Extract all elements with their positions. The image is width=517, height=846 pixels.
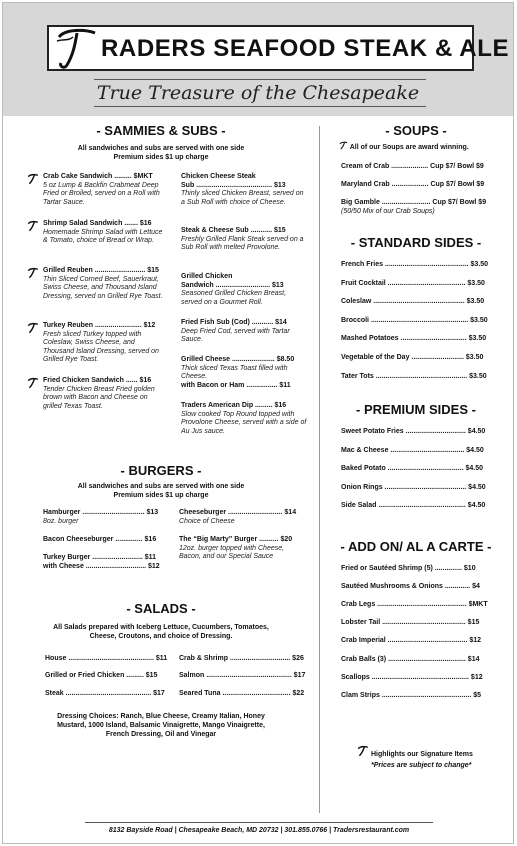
standard-sides-title: - STANDARD SIDES - bbox=[350, 235, 482, 250]
signature-t-icon bbox=[357, 745, 369, 757]
menu-item: Crab Cake Sandwich ......... $MKT 5 oz Lump & Backfin Crabmeat Deep Fried or Broiled, served on a Roll with Tartar Sauce. bbox=[43, 173, 167, 207]
side-row: Clam Strips .............................................. $5 bbox=[341, 691, 482, 699]
side-row: French Fries ........................................... $3.50 bbox=[341, 261, 489, 268]
addon-title: - ADD ON/ AL A CARTE - bbox=[340, 539, 492, 554]
burgers-note: All sandwiches and subs are served with one side Premium sides $1 up charge bbox=[77, 483, 245, 499]
soup-row: Maryland Crab ................... Cup $7/ Bowl $9 bbox=[341, 181, 485, 188]
sammies-note: All sandwiches and subs are served with one side Premium sides $1 up charge bbox=[77, 145, 245, 161]
menu-item: Chicken Cheese Steak Sub ....................................... $13 Thinly sliced Chicken Breast, served on a Sub Roll with choice of Cheese. bbox=[181, 173, 304, 206]
menu-item: Grilled Cheese ...................... $8.50 Thick sliced Texas Toast filled with Cheese. with Bacon or Ham ................ $11 bbox=[181, 356, 295, 389]
signature-t-icon bbox=[27, 267, 39, 279]
side-row: Side Salad ............................................. $4.50 bbox=[341, 502, 486, 509]
sammies-title: - SAMMIES & SUBS - bbox=[96, 123, 226, 138]
tagline: True Treasure of the Chesapeake bbox=[96, 82, 420, 104]
menu-item: Fried Chicken Sandwich ...... $16 Tender Chicken Breast Fried golden brown with Bacon and Cheese on grilled Texas Toast. bbox=[43, 377, 167, 411]
column-divider bbox=[319, 126, 320, 813]
side-row: Onion Rings .......................................... $4.50 bbox=[341, 483, 486, 491]
signature-t-icon bbox=[339, 141, 348, 150]
salad-row: Crab & Shrimp ............................... $26 bbox=[179, 655, 304, 662]
side-row: Mac & Cheese ...................................... $4.50 bbox=[341, 446, 484, 454]
side-row: Crab Legs .............................................. $MKT bbox=[341, 601, 488, 609]
soup-subnote: (50/50 Mix of our Crab Soups) bbox=[341, 208, 435, 215]
dressing-note: Dressing Choices: Ranch, Blue Cheese, Creamy Italian, Honey Mustard, 1000 Island, Balsamic Vinaigrette, Mango Vinaigrette, French Dressing, Oil and Vinegar bbox=[57, 713, 265, 738]
menu-item: Bacon Cheeseburger .............. $16 bbox=[43, 536, 157, 543]
menu-item: Steak & Cheese Sub ........... $15 Freshly Grilled Flank Steak served on a Sub Roll with melted Provolone. bbox=[181, 227, 304, 252]
menu-item: The “Big Marty” Burger .......... $20 12oz. burger topped with Cheese, Bacon, and our Special Sauce bbox=[179, 536, 293, 561]
menu-item: Shrimp Salad Sandwich ....... $16 Homemade Shrimp Salad with Lettuce & Tomato, choice of Bread or Wrap. bbox=[43, 220, 167, 246]
premium-sides-title: - PREMIUM SIDES - bbox=[356, 402, 476, 417]
menu-item: Turkey Reuben ........................ $12 Fresh sliced Turkey topped with Coleslaw, Swiss Cheese, and Thousand Island Dressing, served on Grilled Rye Toast. bbox=[43, 322, 167, 365]
menu-item: Turkey Burger .......................... $11 with Cheese ............................... $12 bbox=[43, 554, 160, 570]
prices-note: *Prices are subject to change* bbox=[371, 762, 472, 769]
side-row: Crab Balls (3) ........................................ $14 bbox=[341, 655, 480, 663]
side-row: Mashed Potatoes .................................. $3.50 bbox=[341, 335, 487, 343]
burgers-title: - BURGERS - bbox=[120, 463, 202, 478]
traders-t-logo-icon bbox=[55, 25, 97, 71]
side-row: Fried or Sautéed Shrimp (5) .............. $10 bbox=[341, 565, 476, 572]
side-row: Coleslaw ............................................... $3.50 bbox=[341, 298, 485, 306]
side-row: Sautéed Mushrooms & Onions ............. $4 bbox=[341, 583, 480, 591]
signature-t-icon bbox=[27, 322, 39, 334]
salad-row: Salmon ............................................ $17 bbox=[179, 672, 306, 679]
side-row: Broccoli .................................................. $3.50 bbox=[341, 316, 488, 324]
side-row: Crab Imperial ......................................... $12 bbox=[341, 637, 482, 645]
soups-title: - SOUPS - bbox=[385, 123, 447, 138]
footer-rule bbox=[85, 822, 433, 823]
footer-contact: 8132 Bayside Road | Chesapeake Beach, MD 20732 | 301.855.0766 | Tradersrestaurant.com bbox=[108, 827, 410, 834]
salad-row: Steak ............................................ $17 bbox=[45, 690, 165, 697]
title-box bbox=[47, 25, 510, 71]
side-row: Sweet Potato Fries ............................... $4.50 bbox=[341, 428, 486, 435]
menu-item: Traders American Dip ......... $16 Slow cooked Top Round topped with Provolone Cheese, served with a side of Au Jus sauce. bbox=[181, 402, 307, 435]
soup-row: Cream of Crab ................... Cup $7/ Bowl $9 bbox=[341, 163, 484, 170]
menu-item: Grilled Reuben .......................... $15 Thin Sliced Corned Beef, Sauerkraut, Swiss Cheese, and Thousand Island Dressing, served on Grilled Rye Toast. bbox=[43, 267, 167, 301]
salad-row: House ............................................ $11 bbox=[45, 655, 168, 662]
side-row: Tater Tots ............................................... $3.50 bbox=[341, 372, 487, 380]
menu-item: Hamburger ................................ $13 8oz. burger bbox=[43, 509, 159, 525]
side-row: Scallops .................................................. $12 bbox=[341, 673, 483, 681]
side-row: Baked Potato ....................................... $4.50 bbox=[341, 465, 483, 472]
signature-legend: Highlights our Signature Items bbox=[357, 745, 473, 758]
side-row: Lobster Tail ........................................... $15 bbox=[341, 619, 480, 627]
menu-item: Grilled Chicken Sandwich ............................ $13 Seasoned Grilled Chicken Breast, served on a Gourmet Roll. bbox=[181, 273, 287, 306]
menu-item: Cheeseburger ............................ $14 Choice of Cheese bbox=[179, 509, 297, 525]
menu-item: Fried Fish Sub (Cod) ........... $14 Deep Fried Cod, served with Tartar Sauce. bbox=[181, 319, 290, 344]
soup-row: Big Gamble ......................... Cup $7/ Bowl $9 bbox=[341, 199, 487, 206]
salads-note: All Salads prepared with Iceberg Lettuce, Cucumbers, Tomatoes, Cheese, Croutons, and choice of Dressing. bbox=[53, 624, 269, 640]
signature-t-icon bbox=[27, 220, 39, 232]
signature-t-icon bbox=[27, 377, 39, 389]
soups-note: All of our Soups are award winning. bbox=[339, 141, 469, 152]
salad-row: Seared Tuna ................................... $22 bbox=[179, 690, 305, 697]
menu-page bbox=[2, 2, 514, 844]
signature-t-icon bbox=[27, 173, 39, 185]
salad-row: Grilled or Fried Chicken ......... $15 bbox=[45, 672, 158, 679]
salads-title: - SALADS - bbox=[126, 601, 196, 616]
side-row: Fruit Cocktail ........................................ $3.50 bbox=[341, 279, 485, 287]
restaurant-title: RADERS SEAFOOD STEAK & ALE bbox=[101, 35, 510, 62]
header-band bbox=[3, 3, 513, 116]
side-row: Vegetable of the Day ........................... $3.50 bbox=[341, 354, 484, 361]
